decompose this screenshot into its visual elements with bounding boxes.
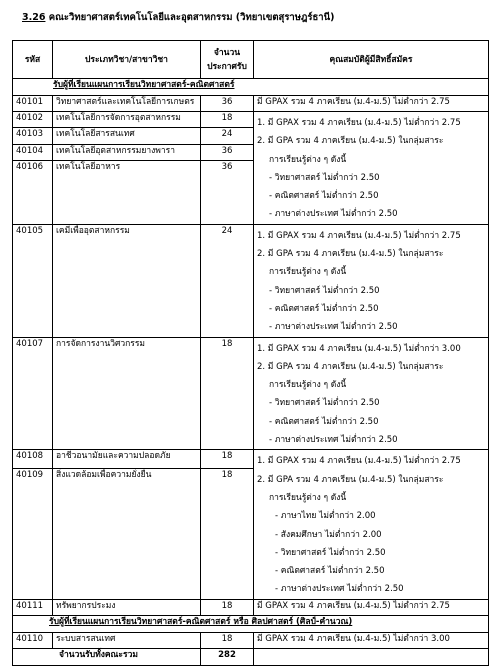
qualification: มี GPAX รวม 4 ภาคเรียน (ม.4-ม.5) ไม่ต่ำกว่า 2.75 xyxy=(254,599,489,615)
header-row xyxy=(13,41,489,79)
table-row xyxy=(13,599,489,615)
program-code: 40104 xyxy=(13,144,53,160)
program-quota: 18 xyxy=(201,337,254,450)
program-name: ทรัพยากรประมง xyxy=(53,599,201,615)
program-quota: 18 xyxy=(201,632,254,648)
table-row xyxy=(13,337,489,450)
program-quota: 36 xyxy=(201,161,254,225)
program-name: เคมีเพื่ออุตสาหกรรม xyxy=(53,224,201,337)
program-quota: 24 xyxy=(201,128,254,144)
program-name: เทคโนโลยีสารสนเทศ xyxy=(53,128,201,144)
total-row xyxy=(13,648,489,665)
qualification: มี GPAX รวม 4 ภาคเรียน (ม.4-ม.5) ไม่ต่ำกว่า 3.00 xyxy=(254,632,489,648)
admission-table xyxy=(12,40,489,666)
program-quota: 18 xyxy=(201,599,254,615)
program-code: 40108 xyxy=(13,450,53,469)
program-quota: 18 xyxy=(201,469,254,600)
faculty-name: คณะวิทยาศาสตร์เทคโนโลยีและอุตสาหกรรม (วิทยาเขตสุราษฎร์ธานี) xyxy=(48,12,335,23)
table-row xyxy=(13,632,489,648)
program-code: 40107 xyxy=(13,337,53,450)
total-empty xyxy=(254,648,489,665)
total-value: 282 xyxy=(201,648,254,665)
program-code: 40110 xyxy=(13,632,53,648)
program-name: เทคโนโลยีอาหาร xyxy=(53,161,201,225)
program-name: การจัดการงานวิศวกรรม xyxy=(53,337,201,450)
header-code: รหัส xyxy=(13,41,53,79)
program-code: 40102 xyxy=(13,112,53,128)
header-quota: จำนวน ประกาศรับ xyxy=(201,41,254,79)
section-label: รับผู้ที่เรียนแผนการเรียนวิทยาศาสตร์-คณิตศาสตร์ xyxy=(13,79,489,96)
program-quota: 24 xyxy=(201,224,254,337)
program-quota: 18 xyxy=(201,112,254,128)
program-name: สิ่งแวดล้อมเพื่อความยั่งยืน xyxy=(53,469,201,600)
section-row xyxy=(13,79,489,96)
program-quota: 18 xyxy=(201,450,254,469)
section-number: 3.26 xyxy=(22,12,46,23)
program-code: 40109 xyxy=(13,469,53,600)
program-name: อาชีวอนามัยและความปลอดภัย xyxy=(53,450,201,469)
program-name: เทคโนโลยีการจัดการอุตสาหกรรม xyxy=(53,112,201,128)
qualification: 1. มี GPAX รวม 4 ภาคเรียน (ม.4-ม.5) ไม่ต่ำกว่า 2.75 2. มี GPA รวม 4 ภาคเรียน (ม.4-ม.5) ในกลุ่มสาระ การเรียนรู้ต่าง ๆ ดังนี้ - วิทยาศาสตร์ ไม่ต่ำกว่า 2.50 - คณิตศาสตร์ ไม่ต่ำกว่า 2.50 - ภาษาต่างประเทศ ไม่ต่ำกว่า 2.50 xyxy=(254,112,489,225)
qualification: 1. มี GPAX รวม 4 ภาคเรียน (ม.4-ม.5) ไม่ต่ำกว่า 2.75 2. มี GPA รวม 4 ภาคเรียน (ม.4-ม.5) ในกลุ่มสาระ การเรียนรู้ต่าง ๆ ดังนี้ - ภาษาไทย ไม่ต่ำกว่า 2.00 - สังคมศึกษา ไม่ต่ำกว่า 2.00 - วิทยาศาสตร์ ไม่ต่ำกว่า 2.50 - คณิตศาสตร์ ไม่ต่ำกว่า 2.50 - ภาษาต่างประเทศ ไม่ต่ำกว่า 2.50 xyxy=(254,450,489,599)
program-code: 40105 xyxy=(13,224,53,337)
program-code: 40101 xyxy=(13,96,53,112)
qualification: มี GPAX รวม 4 ภาคเรียน (ม.4-ม.5) ไม่ต่ำกว่า 2.75 xyxy=(254,96,489,112)
qualification: 1. มี GPAX รวม 4 ภาคเรียน (ม.4-ม.5) ไม่ต่ำกว่า 2.75 2. มี GPA รวม 4 ภาคเรียน (ม.4-ม.5) ในกลุ่มสาระ การเรียนรู้ต่าง ๆ ดังนี้ - วิทยาศาสตร์ ไม่ต่ำกว่า 2.50 - คณิตศาสตร์ ไม่ต่ำกว่า 2.50 - ภาษาต่างประเทศ ไม่ต่ำกว่า 2.50 xyxy=(254,224,489,337)
program-code: 40106 xyxy=(13,161,53,225)
table-row xyxy=(13,450,489,469)
program-name: ระบบสารสนเทศ xyxy=(53,632,201,648)
program-name: เทคโนโลยีอุตสาหกรรมยางพารา xyxy=(53,144,201,160)
program-name: วิทยาศาสตร์และเทคโนโลยีการเกษตร xyxy=(53,96,201,112)
header-program: ประเภทวิชา/สาขาวิชา xyxy=(53,41,201,79)
table-row xyxy=(13,96,489,112)
qualification: 1. มี GPAX รวม 4 ภาคเรียน (ม.4-ม.5) ไม่ต่ำกว่า 3.00 2. มี GPA รวม 4 ภาคเรียน (ม.4-ม.5) ในกลุ่มสาระ การเรียนรู้ต่าง ๆ ดังนี้ - วิทยาศาสตร์ ไม่ต่ำกว่า 2.50 - คณิตศาสตร์ ไม่ต่ำกว่า 2.50 - ภาษาต่างประเทศ ไม่ต่ำกว่า 2.50 xyxy=(254,337,489,450)
program-quota: 36 xyxy=(201,144,254,160)
section-label: รับผู้ที่เรียนแผนการเรียนวิทยาศาสตร์-คณิตศาสตร์ หรือ ศิลปศาสตร์ (ศิลป์-คำนวณ) xyxy=(13,615,489,632)
program-quota: 36 xyxy=(201,96,254,112)
page-title xyxy=(22,10,334,25)
table-row xyxy=(13,112,489,128)
header-qualification: คุณสมบัติผู้มีสิทธิ์สมัคร xyxy=(254,41,489,79)
program-code: 40111 xyxy=(13,599,53,615)
total-label: จำนวนรับทั้งคณะรวม xyxy=(13,648,201,665)
section-row xyxy=(13,615,489,632)
program-code: 40103 xyxy=(13,128,53,144)
table-row xyxy=(13,224,489,337)
